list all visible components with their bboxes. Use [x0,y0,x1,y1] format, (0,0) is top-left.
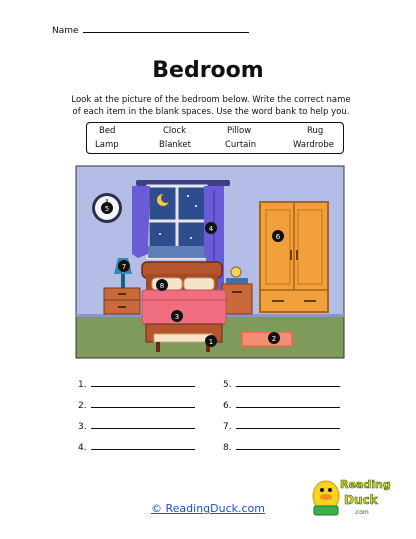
readingduck-logo [308,466,391,522]
answer-number: 2. [78,401,87,411]
answer-number: 8. [223,443,232,453]
marker-6 [272,230,284,242]
nightstand-left [104,288,140,314]
answer-row-4 [78,441,195,453]
word-bank-item: Pillow [227,126,252,136]
answer-blank[interactable] [236,441,340,450]
marker-1 [205,335,217,347]
word-bank [86,122,344,154]
name-label: Name [52,26,79,36]
answer-row-7 [223,420,340,432]
word-bank-item: Lamp [95,140,119,150]
instructions: Look at the picture of the bedroom below. Write the correct name of each item in the blank spaces. Use the word bank to help you. [71,95,351,117]
name-field-row [52,24,249,36]
marker-label: 5 [104,205,110,213]
answer-number: 5. [223,380,232,390]
marker-label: 7 [121,263,127,271]
answer-row-3 [78,420,195,432]
logo-text-com: .com [354,509,369,516]
answer-blank[interactable] [91,378,195,387]
answer-row-6 [223,399,340,411]
answer-blank[interactable] [91,441,195,450]
bed [142,262,226,342]
answer-blank[interactable] [236,378,340,387]
answer-number: 1. [78,380,87,390]
answer-row-5 [223,378,340,390]
answer-number: 6. [223,401,232,411]
word-bank-item: Rug [307,126,324,136]
answer-row-2 [78,399,195,411]
marker-label: 1 [208,338,214,346]
marker-label: 4 [208,225,214,233]
rug [242,332,292,346]
word-bank-item: Blanket [159,140,191,150]
answer-blank[interactable] [236,420,340,429]
marker-label: 2 [271,335,277,343]
readingduck-link[interactable]: © ReadingDuck.com [151,502,265,515]
bedroom-illustration [76,166,344,358]
marker-4 [205,222,217,234]
blanket [142,290,226,324]
word-bank-item: Bed [99,126,116,136]
wardrobe [260,202,328,312]
marker-label: 8 [159,282,165,290]
answer-row-1 [78,378,195,390]
marker-8 [156,279,168,291]
name-blank[interactable] [83,24,249,33]
page-title: Bedroom [152,58,264,83]
answer-number: 4. [78,443,87,453]
answer-blank[interactable] [91,420,195,429]
answer-number: 7. [223,422,232,432]
marker-5 [101,202,113,214]
marker-label: 3 [174,313,180,321]
marker-label: 6 [275,233,281,241]
word-bank-item: Curtain [225,140,257,150]
answer-blank[interactable] [91,399,195,408]
marker-2 [268,332,280,344]
marker-7 [118,260,130,272]
logo-text-reading: Reading [340,478,391,491]
answer-row-8 [223,441,340,453]
logo-text-duck: Duck [344,493,378,507]
answer-number: 3. [78,422,87,432]
word-bank-item: Clock [163,126,187,136]
marker-3 [171,310,183,322]
word-bank-item: Wardrobe [293,140,334,150]
answer-blank[interactable] [236,399,340,408]
